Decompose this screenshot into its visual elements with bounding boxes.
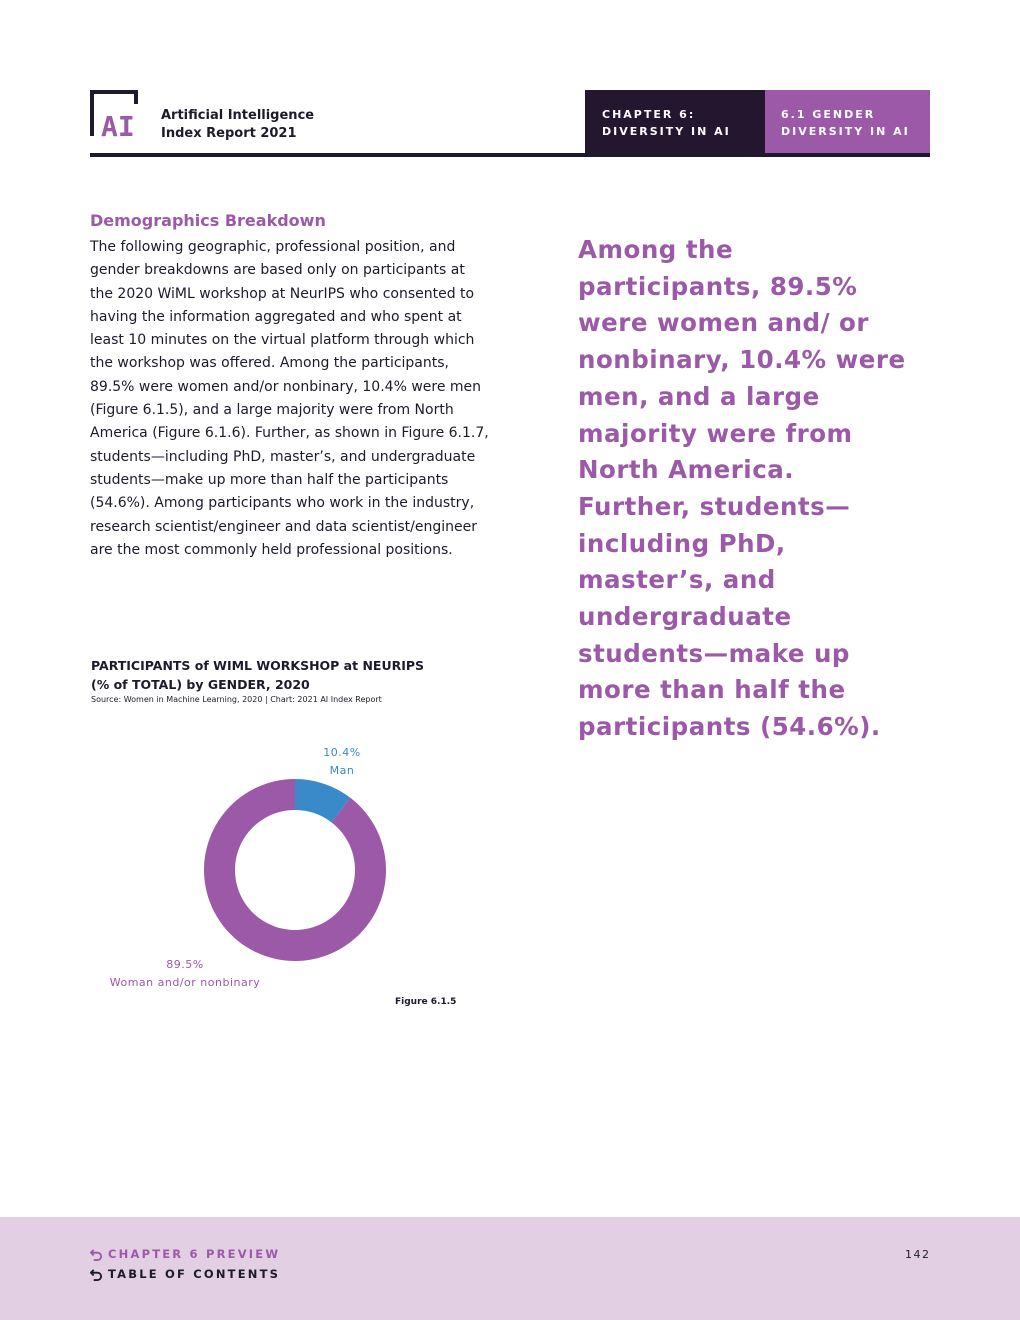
- header-divider: [90, 153, 930, 157]
- label-man-value: 10.4%: [323, 746, 361, 759]
- chart-source: Source: Women in Machine Learning, 2020 | Chart: 2021 AI Index Report: [91, 695, 382, 704]
- donut-slice-woman-nonbinary: [204, 779, 386, 961]
- label-woman-name: Woman and/or nonbinary: [109, 976, 261, 989]
- table-of-contents-label: TABLE OF CONTENTS: [108, 1267, 281, 1281]
- report-title: [161, 107, 314, 143]
- section-subheading: Demographics Breakdown: [90, 211, 326, 230]
- label-woman-value: 89.5%: [166, 958, 204, 971]
- page-number: 142: [905, 1248, 931, 1261]
- report-title-line1: Artificial Intelligence: [161, 108, 315, 123]
- figure-caption: Figure 6.1.5: [395, 997, 457, 1007]
- chart-title-line1: PARTICIPANTS of WIML WORKSHOP at NEURIPS: [91, 658, 425, 673]
- logo-text: AI: [101, 110, 135, 138]
- section-badge: [765, 90, 930, 153]
- section-line1: 6.1 GENDER: [781, 108, 876, 121]
- body-paragraph: The following geographic, professional position, and gender breakdowns are based only on participants at the 2020 WiML workshop at NeurIPS who consented to having the information aggregated and who spent at least 10 minutes on the virtual platform through which the workshop was offered. Among the participants, 89.5% were women and/or nonbinary, 10.4% were men (Figure 6.1.5), and a large majority were from North America (Figure 6.1.6). Further, as shown in Figure 6.1.7, students—including PhD, master’s, and undergraduate students—make up more than half the participants (54.6%). Among participants who work in the industry, research scientist/engineer and data scientist/engineer are the most commonly held professional positions.: [90, 239, 489, 558]
- report-title-line2: Index Report 2021: [161, 126, 297, 141]
- gender-donut-chart: [195, 770, 395, 970]
- label-man: [300, 744, 384, 780]
- ai-index-logo: [90, 90, 146, 138]
- chapter-badge: [585, 90, 765, 153]
- label-woman: [95, 956, 275, 992]
- return-arrow-icon: [90, 1248, 103, 1261]
- chart-title-line2: (% of TOTAL) by GENDER, 2020: [91, 677, 310, 692]
- pull-quote: Among the participants, 89.5% were women and/ or nonbinary, 10.4% were men, and a large majority were from North America. Further, students—including PhD, master’s, and undergraduate students—make up more than half the participants (54.6%).: [578, 235, 906, 742]
- return-arrow-icon: [90, 1268, 103, 1281]
- section-line2: DIVERSITY IN AI: [781, 125, 910, 138]
- chapter-line2: DIVERSITY IN AI: [602, 125, 731, 138]
- table-of-contents-link[interactable]: [90, 1267, 280, 1281]
- chapter-preview-label: CHAPTER 6 PREVIEW: [108, 1247, 281, 1261]
- chapter-line1: CHAPTER 6:: [602, 108, 696, 121]
- chart-title: [91, 656, 424, 694]
- chapter-preview-link[interactable]: [90, 1247, 280, 1261]
- label-man-name: Man: [329, 764, 355, 777]
